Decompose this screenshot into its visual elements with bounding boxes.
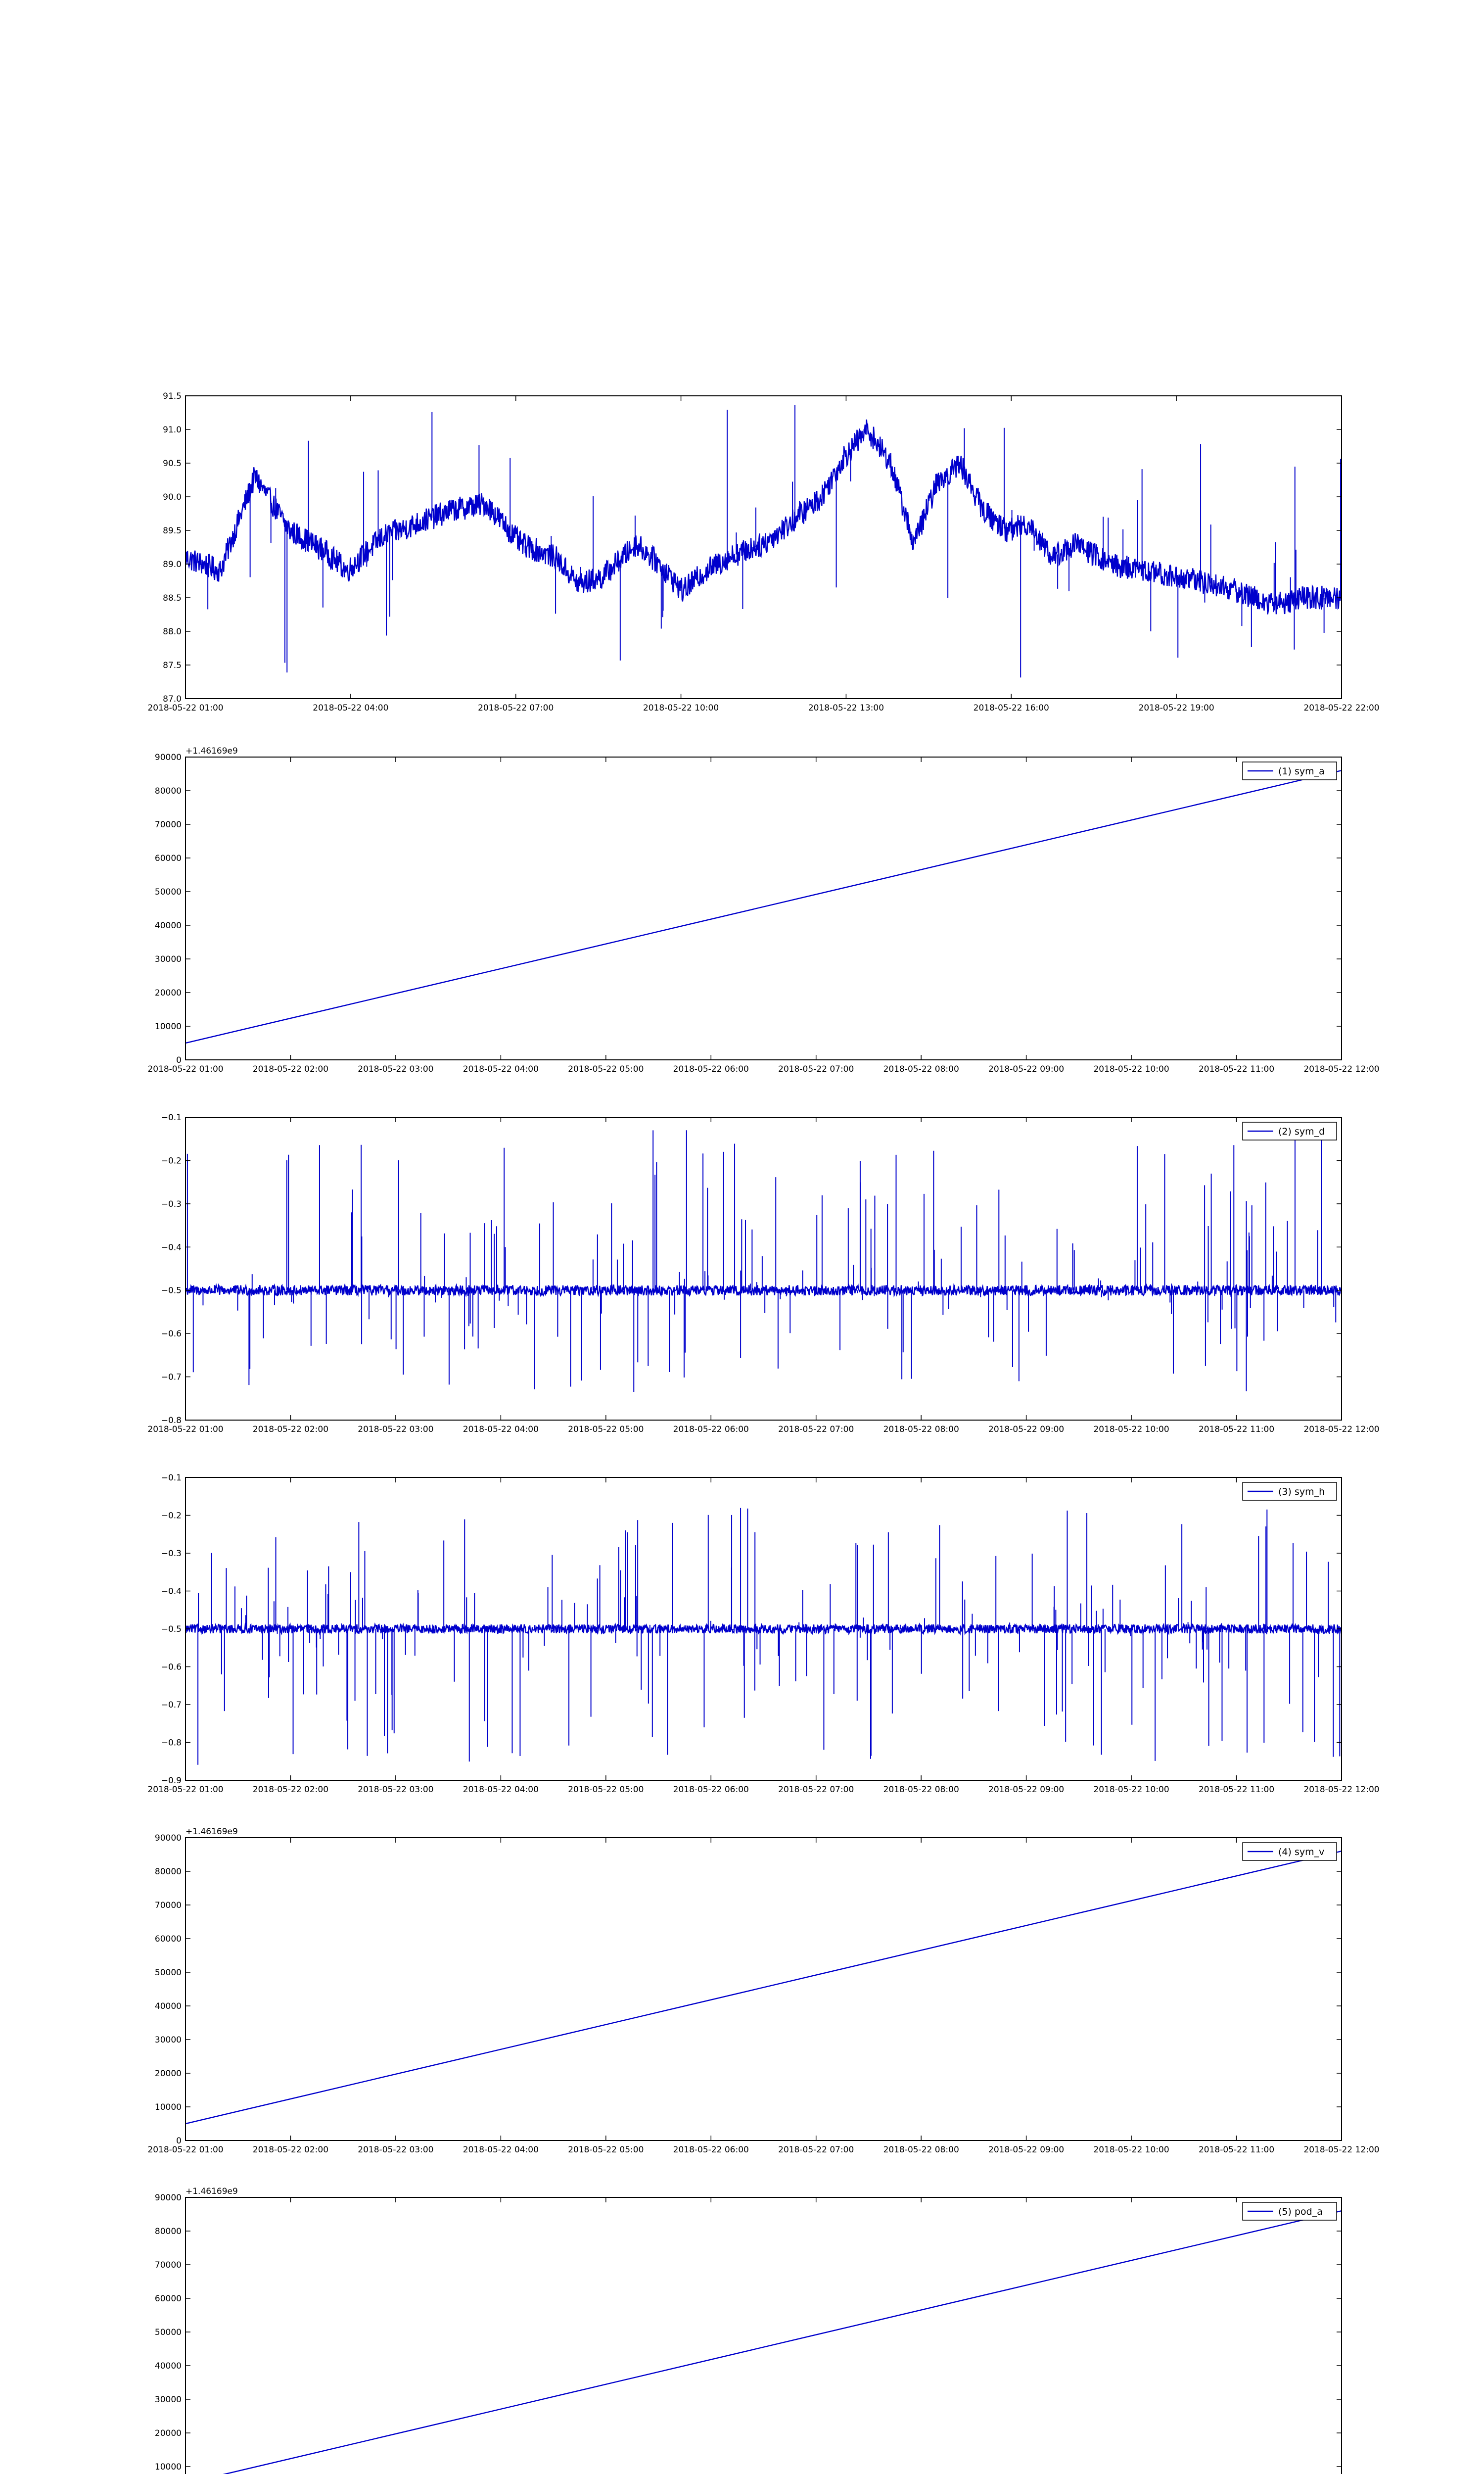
y-tick-label: 50000 xyxy=(154,1968,182,1978)
series-line-2 xyxy=(186,1285,1342,1295)
x-tick-label: 2018-05-22 03:00 xyxy=(358,1064,434,1074)
y-tick-label: −0.6 xyxy=(161,1662,182,1672)
chart-panel-4 xyxy=(147,1827,1379,2155)
y-tick-label: −0.1 xyxy=(161,1473,182,1483)
y-tick-label: 91.0 xyxy=(163,425,182,435)
x-tick-label: 2018-05-22 10:00 xyxy=(1093,2145,1169,2155)
y-tick-label: 50000 xyxy=(154,887,182,897)
x-tick-label: 2018-05-22 12:00 xyxy=(1303,1785,1380,1795)
x-tick-label: 2018-05-22 08:00 xyxy=(883,1785,959,1795)
axis-offset-label: +1.46169e9 xyxy=(186,1827,238,1837)
y-tick-label: 30000 xyxy=(154,954,182,964)
x-tick-label: 2018-05-22 07:00 xyxy=(778,1785,854,1795)
x-tick-label: 2018-05-22 11:00 xyxy=(1198,1064,1275,1074)
y-tick-label: 60000 xyxy=(154,2294,182,2304)
y-tick-label: 10000 xyxy=(154,1022,182,1032)
x-tick-label: 2018-05-22 08:00 xyxy=(883,1064,959,1074)
x-tick-label: 2018-05-22 04:00 xyxy=(463,2145,539,2155)
x-tick-label: 2018-05-22 10:00 xyxy=(1093,1785,1169,1795)
y-tick-label: −0.4 xyxy=(161,1586,182,1597)
y-tick-label: 90000 xyxy=(154,1833,182,1843)
x-tick-label: 2018-05-22 09:00 xyxy=(988,1425,1065,1434)
x-tick-label: 2018-05-22 12:00 xyxy=(1303,2145,1380,2155)
chart-panel-0 xyxy=(147,391,1379,713)
chart-panel-2 xyxy=(147,1113,1379,1434)
y-tick-label: 90000 xyxy=(154,2193,182,2203)
x-tick-label: 2018-05-22 19:00 xyxy=(1138,703,1214,713)
x-tick-label: 2018-05-22 09:00 xyxy=(988,1785,1065,1795)
x-tick-label: 2018-05-22 01:00 xyxy=(147,2145,224,2155)
y-tick-label: −0.9 xyxy=(161,1776,182,1786)
y-tick-label: 10000 xyxy=(154,2462,182,2472)
y-tick-label: −0.5 xyxy=(161,1624,182,1634)
legend xyxy=(1243,1482,1337,1500)
x-tick-label: 2018-05-22 16:00 xyxy=(973,703,1049,713)
x-tick-label: 2018-05-22 12:00 xyxy=(1303,1064,1380,1074)
y-tick-label: −0.8 xyxy=(161,1416,182,1426)
x-tick-label: 2018-05-22 01:00 xyxy=(147,1064,224,1074)
y-tick-label: 0 xyxy=(176,1055,182,1065)
legend xyxy=(1243,1122,1337,1140)
y-tick-label: −0.2 xyxy=(161,1511,182,1521)
legend-label: (2) sym_d xyxy=(1278,1126,1325,1137)
y-tick-label: 91.5 xyxy=(163,391,182,401)
x-tick-label: 2018-05-22 09:00 xyxy=(988,1064,1065,1074)
x-tick-label: 2018-05-22 07:00 xyxy=(778,1064,854,1074)
x-tick-label: 2018-05-22 11:00 xyxy=(1198,1425,1275,1434)
x-tick-label: 2018-05-22 03:00 xyxy=(358,1425,434,1434)
y-tick-label: 80000 xyxy=(154,786,182,796)
series-spikes-3 xyxy=(198,1508,1340,1765)
x-tick-label: 2018-05-22 22:00 xyxy=(1303,703,1380,713)
x-tick-label: 2018-05-22 06:00 xyxy=(673,1064,749,1074)
y-tick-label: −0.2 xyxy=(161,1156,182,1166)
legend xyxy=(1243,2202,1337,2220)
legend-label: (1) sym_a xyxy=(1278,766,1325,777)
axis-offset-label: +1.46169e9 xyxy=(186,2187,238,2196)
x-tick-label: 2018-05-22 05:00 xyxy=(568,1064,644,1074)
x-tick-label: 2018-05-22 08:00 xyxy=(883,2145,959,2155)
axes-frame xyxy=(186,1117,1342,1420)
x-tick-label: 2018-05-22 04:00 xyxy=(463,1785,539,1795)
y-tick-label: 80000 xyxy=(154,2227,182,2236)
x-tick-label: 2018-05-22 03:00 xyxy=(358,1785,434,1795)
y-tick-label: 30000 xyxy=(154,2395,182,2405)
y-tick-label: −0.5 xyxy=(161,1285,182,1296)
y-tick-label: −0.3 xyxy=(161,1549,182,1559)
y-tick-label: 89.5 xyxy=(163,526,182,536)
x-tick-label: 2018-05-22 06:00 xyxy=(673,2145,749,2155)
series-line-5 xyxy=(186,2211,1342,2474)
x-tick-label: 2018-05-22 04:00 xyxy=(463,1425,539,1434)
chart-panel-3 xyxy=(147,1473,1379,1795)
series-line-0 xyxy=(186,420,1342,615)
axes-frame xyxy=(186,757,1342,1060)
x-tick-label: 2018-05-22 05:00 xyxy=(568,2145,644,2155)
axis-offset-label: +1.46169e9 xyxy=(186,746,238,756)
x-tick-label: 2018-05-22 11:00 xyxy=(1198,2145,1275,2155)
y-tick-label: 10000 xyxy=(154,2102,182,2112)
x-tick-label: 2018-05-22 01:00 xyxy=(147,703,224,713)
y-tick-label: 90000 xyxy=(154,753,182,762)
chart-panel-1 xyxy=(147,746,1379,1074)
x-tick-label: 2018-05-22 04:00 xyxy=(313,703,389,713)
y-tick-label: 40000 xyxy=(154,2001,182,2011)
y-tick-label: −0.1 xyxy=(161,1113,182,1123)
y-tick-label: −0.8 xyxy=(161,1738,182,1748)
y-tick-label: −0.7 xyxy=(161,1700,182,1710)
x-tick-label: 2018-05-22 01:00 xyxy=(147,1425,224,1434)
series-spikes-2 xyxy=(187,1130,1340,1392)
chart-panel-5 xyxy=(147,2187,1379,2474)
legend-label: (4) sym_v xyxy=(1278,1847,1325,1857)
y-tick-label: 70000 xyxy=(154,1901,182,1910)
legend-label: (3) sym_h xyxy=(1278,1486,1325,1497)
y-tick-label: −0.6 xyxy=(161,1329,182,1339)
y-tick-label: 40000 xyxy=(154,2361,182,2371)
y-tick-label: −0.3 xyxy=(161,1199,182,1209)
y-tick-label: 87.5 xyxy=(163,661,182,670)
legend xyxy=(1243,1843,1337,1860)
axes-frame xyxy=(186,2197,1342,2474)
y-tick-label: 90.0 xyxy=(163,492,182,502)
y-tick-label: 60000 xyxy=(154,854,182,863)
x-tick-label: 2018-05-22 07:00 xyxy=(478,703,554,713)
x-tick-label: 2018-05-22 02:00 xyxy=(252,1425,329,1434)
y-tick-label: 50000 xyxy=(154,2328,182,2337)
y-tick-label: 20000 xyxy=(154,2428,182,2438)
x-tick-label: 2018-05-22 11:00 xyxy=(1198,1785,1275,1795)
x-tick-label: 2018-05-22 10:00 xyxy=(1093,1425,1169,1434)
legend-label: (5) pod_a xyxy=(1278,2206,1323,2217)
y-tick-label: 88.5 xyxy=(163,593,182,603)
x-tick-label: 2018-05-22 02:00 xyxy=(252,1785,329,1795)
x-tick-label: 2018-05-22 05:00 xyxy=(568,1425,644,1434)
y-tick-label: 88.0 xyxy=(163,627,182,637)
y-tick-label: 89.0 xyxy=(163,560,182,570)
x-tick-label: 2018-05-22 07:00 xyxy=(778,2145,854,2155)
y-tick-label: 0 xyxy=(176,2136,182,2146)
y-tick-label: 87.0 xyxy=(163,694,182,704)
y-tick-label: 20000 xyxy=(154,988,182,998)
y-tick-label: 60000 xyxy=(154,1934,182,1944)
x-tick-label: 2018-05-22 02:00 xyxy=(252,2145,329,2155)
x-tick-label: 2018-05-22 06:00 xyxy=(673,1785,749,1795)
legend xyxy=(1243,762,1337,780)
y-tick-label: 70000 xyxy=(154,820,182,830)
series-line-4 xyxy=(186,1851,1342,2124)
series-line-1 xyxy=(186,770,1342,1043)
x-tick-label: 2018-05-22 05:00 xyxy=(568,1785,644,1795)
x-tick-label: 2018-05-22 07:00 xyxy=(778,1425,854,1434)
y-tick-label: 40000 xyxy=(154,921,182,931)
x-tick-label: 2018-05-22 01:00 xyxy=(147,1785,224,1795)
y-tick-label: 90.5 xyxy=(163,459,182,469)
y-tick-label: 20000 xyxy=(154,2069,182,2079)
y-tick-label: 80000 xyxy=(154,1867,182,1877)
x-tick-label: 2018-05-22 02:00 xyxy=(252,1064,329,1074)
x-tick-label: 2018-05-22 09:00 xyxy=(988,2145,1065,2155)
x-tick-label: 2018-05-22 08:00 xyxy=(883,1425,959,1434)
x-tick-label: 2018-05-22 04:00 xyxy=(463,1064,539,1074)
x-tick-label: 2018-05-22 06:00 xyxy=(673,1425,749,1434)
y-tick-label: −0.4 xyxy=(161,1242,182,1253)
y-tick-label: 70000 xyxy=(154,2260,182,2270)
axes-frame xyxy=(186,1838,1342,2141)
y-tick-label: 30000 xyxy=(154,2035,182,2045)
x-tick-label: 2018-05-22 10:00 xyxy=(643,703,719,713)
x-tick-label: 2018-05-22 10:00 xyxy=(1093,1064,1169,1074)
x-tick-label: 2018-05-22 03:00 xyxy=(358,2145,434,2155)
x-tick-label: 2018-05-22 13:00 xyxy=(808,703,884,713)
y-tick-label: −0.7 xyxy=(161,1372,182,1382)
x-tick-label: 2018-05-22 12:00 xyxy=(1303,1425,1380,1434)
